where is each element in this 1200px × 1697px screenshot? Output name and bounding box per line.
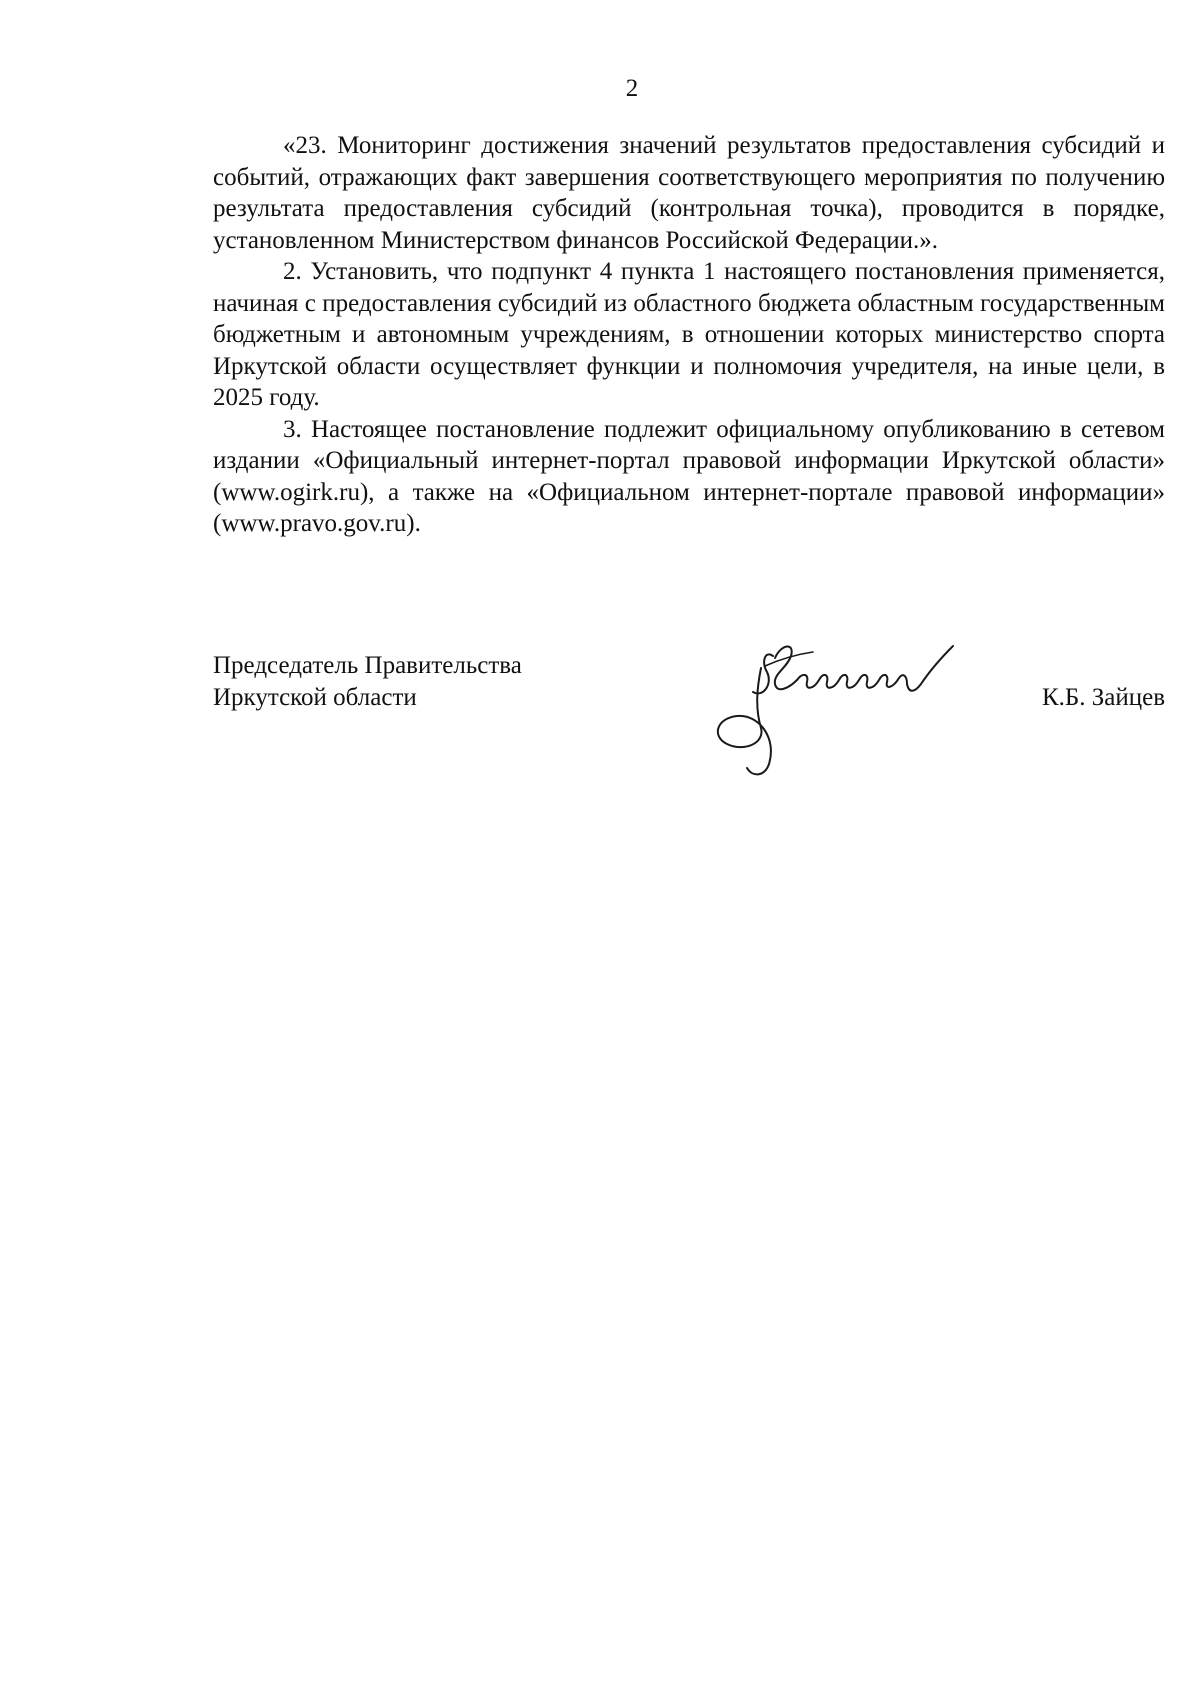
paragraph-point-3: 3. Настоящее постановление подлежит официальному опубликованию в сетевом издании «Официальный интернет-портал правовой информации Иркутской области» (www.ogirk.ru), а также на «Официальном интернет-портале правовой информации» (www.pravo.gov.ru). <box>213 415 1165 537</box>
handwritten-signature <box>703 628 973 778</box>
page-number: 2 <box>625 75 639 102</box>
signer-position-line-1: Председатель Правительства <box>213 652 522 679</box>
document-body <box>213 130 1165 540</box>
paragraph-point-2: 2. Установить, что подпункт 4 пункта 1 настоящего постановления применяется, начиная с предоставления субсидий из областного бюджета областным государственным бюджетным и автономным учреждениям, в отношении которых министерство спорта Иркутской области осуществляет функции и полномочия учредителя, на иные цели, в 2025 году. <box>213 258 1165 411</box>
paragraph-item-23: «23. Мониторинг достижения значений результатов предоставления субсидий и событий, отражающих факт завершения соответствующего мероприятия по получению результата предоставления субсидий (контрольная точка), проводится в порядке, установленном Министерством финансов Российской Федерации.». <box>213 132 1165 254</box>
signature-block <box>213 650 1165 790</box>
signer-name: К.Б. Зайцев <box>1041 684 1165 711</box>
signer-position-line-2: Иркутской области <box>213 684 417 711</box>
signer-position <box>213 650 522 714</box>
